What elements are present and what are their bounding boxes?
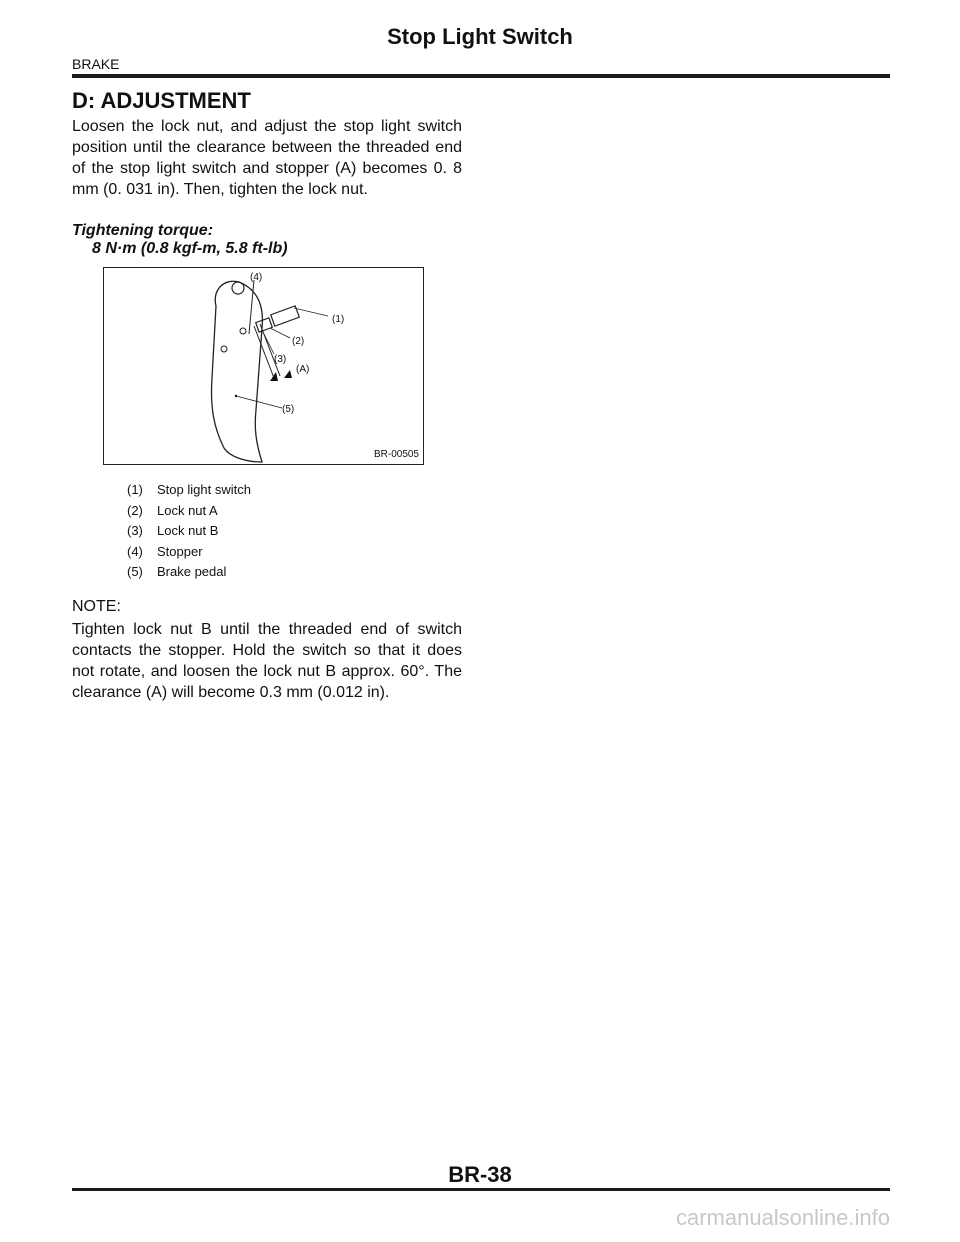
legend-item: [127, 562, 251, 583]
leader-5: [236, 396, 282, 408]
legend-item: [127, 521, 251, 542]
footer-rule: [72, 1188, 890, 1191]
leader-2: [270, 328, 290, 338]
legend-item: [127, 480, 251, 501]
legend-text: Stop light switch: [157, 482, 251, 497]
switch-body: [271, 306, 300, 326]
figure-code: BR-00505: [373, 449, 419, 460]
section-tag: BRAKE: [72, 56, 120, 72]
fig-label-A: (A): [296, 364, 310, 375]
legend-number: (2): [127, 502, 143, 518]
legend-number: (5): [127, 564, 143, 579]
fig-label-3: (3): [274, 354, 287, 365]
legend-text: Lock nut B: [157, 523, 219, 538]
header-rule: [72, 74, 890, 78]
fig-label-5: (5): [282, 404, 295, 415]
brake-pedal-illustration: [104, 268, 423, 464]
figure-legend: [127, 480, 251, 583]
brake-pedal-figure: [103, 267, 424, 465]
page-title: Stop Light Switch: [387, 24, 573, 49]
legend-text: Brake pedal: [157, 564, 227, 579]
watermark[interactable]: carmanualsonline.info: [675, 1205, 890, 1230]
section-heading: D: ADJUSTMENT: [72, 88, 251, 113]
fig-label-1: (1): [332, 314, 345, 325]
legend-number: (3): [127, 523, 143, 538]
legend-text: Stopper: [157, 543, 203, 559]
pedal-arm-shape: [212, 281, 263, 462]
note-paragraph: Tighten lock nut B until the threaded end of switch contacts the stopper. Hold the switch so that it does not rotate, and loosen the lock nut B approx. 60°. The clearance (A) will become 0.3 mm (0.012 in).: [72, 621, 462, 701]
pivot-hole: [232, 282, 244, 294]
legend-text: Lock nut A: [157, 502, 218, 518]
fig-label-2: (2): [292, 336, 305, 347]
note-heading: NOTE:: [72, 598, 121, 615]
pedal-hole-lower: [221, 346, 227, 352]
leader-3: [264, 334, 274, 354]
clearance-arrow-right: [284, 370, 292, 378]
page-number: BR-38: [448, 1162, 512, 1187]
leader-1: [294, 308, 328, 316]
legend-number: (4): [127, 543, 143, 559]
torque-label: Tightening torque:: [72, 222, 214, 239]
intro-paragraph: Loosen the lock nut, and adjust the stop light switch position until the clearance between the threaded end of the stop light switch and stopper (A) becomes 0. 8 mm (0. 031 in). Then, tighten the lock nut.: [72, 118, 462, 198]
legend-number: (1): [127, 482, 143, 497]
torque-value: 8 N·m (0.8 kgf-m, 5.8 ft-lb): [92, 240, 288, 257]
legend-item: [127, 542, 251, 563]
fig-label-4: (4): [250, 272, 263, 283]
pedal-hole-upper: [240, 328, 246, 334]
lock-nut-shape: [256, 318, 273, 332]
legend-item: [127, 501, 251, 522]
leader-5-dot: [235, 395, 237, 397]
clearance-arrow-left: [270, 372, 278, 381]
